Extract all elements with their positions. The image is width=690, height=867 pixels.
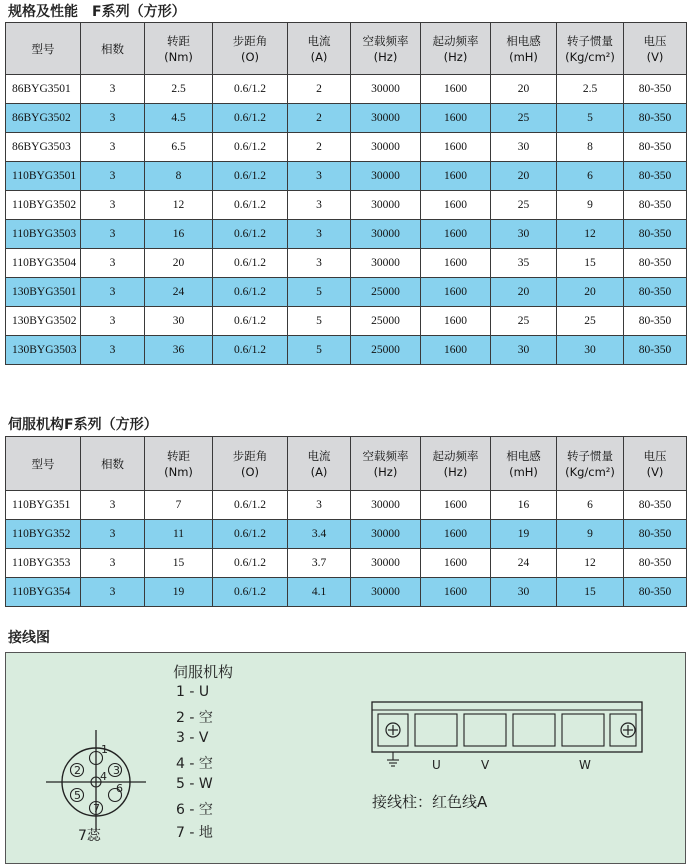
table-cell: 3 (81, 278, 145, 307)
column-header-unit: (mH) (509, 464, 538, 479)
table-cell: 0.6/1.2 (213, 278, 288, 307)
table-row (6, 133, 687, 162)
column-header-unit: (O) (240, 49, 260, 64)
table-cell: 3 (81, 75, 145, 104)
model-cell: 110BYG351 (6, 491, 81, 520)
table-cell: 16 (145, 220, 213, 249)
table-cell: 30 (491, 220, 557, 249)
connector-label: 7蕊 (78, 828, 101, 844)
table-cell: 30 (145, 307, 213, 336)
column-header-unit: (A) (310, 464, 328, 479)
table-cell: 3 (81, 578, 145, 607)
column-header-unit: (Hz) (443, 464, 468, 479)
table-cell: 80-350 (624, 162, 687, 191)
table-cell: 19 (145, 578, 213, 607)
table-cell: 0.6/1.2 (213, 104, 288, 133)
table-cell: 3 (81, 307, 145, 336)
table-row (6, 104, 687, 133)
table-cell: 30 (491, 336, 557, 365)
column-header-label: 型号 (31, 456, 55, 471)
table-cell: 1600 (421, 307, 491, 336)
terminal-label-v: V (481, 758, 490, 772)
pin-assignment: 7 - 地 (176, 825, 213, 841)
table-cell: 3 (81, 549, 145, 578)
table-cell: 3 (81, 133, 145, 162)
table-row (6, 191, 687, 220)
table-row (6, 578, 687, 607)
table-cell: 3 (288, 162, 351, 191)
table-cell: 5 (557, 104, 624, 133)
pin-number-2: 2 (74, 764, 81, 777)
model-cell: 130BYG3502 (6, 307, 81, 336)
table-cell: 3 (81, 191, 145, 220)
column-header-unit: (Hz) (373, 49, 398, 64)
column-header-label: 相数 (101, 41, 124, 56)
table-cell: 0.6/1.2 (213, 75, 288, 104)
table-cell: 30000 (351, 162, 421, 191)
column-header-unit: (Nm) (164, 49, 193, 64)
table-cell: 6 (557, 162, 624, 191)
table-cell: 0.6/1.2 (213, 491, 288, 520)
table-cell: 0.6/1.2 (213, 307, 288, 336)
table-cell: 3 (81, 220, 145, 249)
spec-table-servo-series (5, 436, 687, 607)
column-header-label: 电流 (307, 33, 331, 48)
terminal-v (464, 714, 506, 746)
column-header-unit: (Kg/cm²) (565, 49, 615, 64)
model-cell: 86BYG3502 (6, 104, 81, 133)
model-cell: 110BYG3503 (6, 220, 81, 249)
table-cell: 25 (491, 104, 557, 133)
pin-number-3: 3 (113, 764, 120, 777)
table-header-row (6, 23, 687, 75)
column-header-label: 步距角 (232, 448, 268, 463)
table-cell: 5 (288, 336, 351, 365)
table-cell: 35 (491, 249, 557, 278)
table-cell: 12 (557, 220, 624, 249)
column-header-unit: (Hz) (373, 464, 398, 479)
pin-assignment: 2 - 空 (176, 710, 213, 726)
column-header-label: 步距角 (232, 33, 268, 48)
model-cell: 110BYG352 (6, 520, 81, 549)
table-cell: 25000 (351, 307, 421, 336)
table-cell: 3 (288, 191, 351, 220)
pin-assignment: 5 - W (176, 776, 213, 792)
table-cell: 80-350 (624, 220, 687, 249)
table-cell: 1600 (421, 491, 491, 520)
table-cell: 30000 (351, 491, 421, 520)
table-cell: 30000 (351, 104, 421, 133)
table-cell: 2.5 (145, 75, 213, 104)
section2-title: 伺服机构F系列（方形） (8, 417, 158, 433)
column-header-unit: (V) (646, 49, 664, 64)
pin-assignment: 3 - V (176, 730, 209, 746)
terminal-extra (513, 714, 555, 746)
table-cell: 30000 (351, 220, 421, 249)
table-cell: 16 (491, 491, 557, 520)
table-cell: 1600 (421, 220, 491, 249)
table-row (6, 278, 687, 307)
table-row (6, 520, 687, 549)
table-cell: 0.6/1.2 (213, 520, 288, 549)
table-cell: 25 (491, 191, 557, 220)
table-row (6, 162, 687, 191)
column-header (213, 23, 288, 75)
column-header-label: 转子惯量 (567, 448, 613, 463)
terminal-block (366, 698, 656, 778)
table-cell: 80-350 (624, 578, 687, 607)
table-cell: 30000 (351, 191, 421, 220)
column-header-label: 起动频率 (432, 448, 479, 463)
column-header (421, 437, 491, 491)
table-cell: 6 (557, 491, 624, 520)
pin-number-7: 7 (93, 802, 100, 815)
table-cell: 25 (491, 307, 557, 336)
table-cell: 9 (557, 191, 624, 220)
column-header-label: 相电感 (506, 33, 541, 48)
table-cell: 3 (81, 249, 145, 278)
table-cell: 24 (491, 549, 557, 578)
wiring-title: 接线图 (8, 630, 50, 646)
table-row (6, 75, 687, 104)
spec-table-f-series (5, 22, 687, 365)
table-cell: 20 (557, 278, 624, 307)
connector-diagram (44, 728, 154, 838)
table-row (6, 491, 687, 520)
table-cell: 2 (288, 133, 351, 162)
table-cell: 0.6/1.2 (213, 578, 288, 607)
column-header (81, 437, 145, 491)
column-header-label: 转子惯量 (567, 33, 613, 48)
terminal-caption: 接线柱：红色线A (372, 793, 488, 811)
table-cell: 3 (81, 520, 145, 549)
column-header (288, 437, 351, 491)
wiring-diagram-panel (5, 652, 686, 864)
pin-assignment: 1 - U (176, 684, 210, 700)
column-header-label: 电流 (307, 448, 331, 463)
column-header (6, 23, 81, 75)
ground-icon (387, 752, 399, 766)
table-cell: 30000 (351, 520, 421, 549)
table-row (6, 249, 687, 278)
table-cell: 80-350 (624, 549, 687, 578)
column-header-label: 空载频率 (362, 33, 409, 48)
table-cell: 20 (491, 278, 557, 307)
table-row (6, 549, 687, 578)
table-cell: 1600 (421, 249, 491, 278)
table-cell: 19 (491, 520, 557, 549)
table-cell: 3.7 (288, 549, 351, 578)
model-cell: 110BYG3504 (6, 249, 81, 278)
model-cell: 86BYG3503 (6, 133, 81, 162)
table-cell: 0.6/1.2 (213, 133, 288, 162)
column-header (213, 437, 288, 491)
table-cell: 30000 (351, 249, 421, 278)
column-header-unit: (Nm) (164, 464, 193, 479)
table-cell: 80-350 (624, 249, 687, 278)
column-header (81, 23, 145, 75)
table-cell: 80-350 (624, 191, 687, 220)
table-cell: 30000 (351, 75, 421, 104)
table-cell: 80-350 (624, 336, 687, 365)
table-cell: 80-350 (624, 491, 687, 520)
table-header-row (6, 437, 687, 491)
table-row (6, 220, 687, 249)
table-cell: 25000 (351, 278, 421, 307)
model-cell: 110BYG3502 (6, 191, 81, 220)
table-cell: 1600 (421, 549, 491, 578)
table-cell: 20 (145, 249, 213, 278)
table-cell: 80-350 (624, 278, 687, 307)
column-header-unit: (O) (240, 464, 260, 479)
column-header-unit: (mH) (509, 49, 538, 64)
column-header-label: 转距 (167, 33, 190, 48)
table-cell: 20 (491, 162, 557, 191)
table-cell: 3 (288, 491, 351, 520)
table-cell: 3 (81, 491, 145, 520)
column-header (491, 23, 557, 75)
table-cell: 4.5 (145, 104, 213, 133)
table-cell: 30000 (351, 578, 421, 607)
column-header (624, 437, 687, 491)
table-cell: 11 (145, 520, 213, 549)
table-cell: 12 (557, 549, 624, 578)
table-cell: 1600 (421, 104, 491, 133)
column-header-label: 型号 (31, 41, 55, 56)
column-header-unit: (Kg/cm²) (565, 464, 615, 479)
table-cell: 24 (145, 278, 213, 307)
table-cell: 30000 (351, 133, 421, 162)
table-cell: 6.5 (145, 133, 213, 162)
table-cell: 5 (288, 307, 351, 336)
table-cell: 30 (491, 578, 557, 607)
table-cell: 2 (288, 75, 351, 104)
pin-assignment: 6 - 空 (176, 802, 213, 818)
table-cell: 0.6/1.2 (213, 220, 288, 249)
table-cell: 1600 (421, 162, 491, 191)
table-cell: 20 (491, 75, 557, 104)
table-cell: 1600 (421, 191, 491, 220)
column-header-label: 起动频率 (432, 33, 479, 48)
table-cell: 80-350 (624, 307, 687, 336)
table-cell: 12 (145, 191, 213, 220)
table-cell: 80-350 (624, 104, 687, 133)
column-header-unit: (V) (646, 464, 664, 479)
column-header-label: 相数 (101, 456, 124, 471)
section1-title: 规格及性能 F系列（方形） (8, 4, 186, 20)
pin-number-1: 1 (101, 743, 108, 756)
table-cell: 3 (288, 220, 351, 249)
terminal-w (562, 714, 604, 746)
table-cell: 5 (288, 278, 351, 307)
table-cell: 30000 (351, 549, 421, 578)
table-cell: 1600 (421, 578, 491, 607)
table-cell: 4.1 (288, 578, 351, 607)
servo-heading: 伺服机构 (173, 663, 234, 681)
table-cell: 3 (81, 104, 145, 133)
table-cell: 1600 (421, 336, 491, 365)
table-cell: 25000 (351, 336, 421, 365)
table-cell: 15 (145, 549, 213, 578)
table-cell: 0.6/1.2 (213, 162, 288, 191)
column-header (288, 23, 351, 75)
table-cell: 3 (288, 249, 351, 278)
table-cell: 1600 (421, 133, 491, 162)
column-header-label: 空载频率 (362, 448, 409, 463)
table-cell: 3 (81, 162, 145, 191)
table-cell: 30 (557, 336, 624, 365)
terminal-u (415, 714, 457, 746)
column-header (145, 437, 213, 491)
table-cell: 15 (557, 249, 624, 278)
terminal-label-w: W (579, 758, 591, 772)
table-cell: 0.6/1.2 (213, 336, 288, 365)
table-cell: 8 (145, 162, 213, 191)
pin-number-6: 6 (116, 782, 123, 795)
table-cell: 1600 (421, 278, 491, 307)
model-cell: 110BYG354 (6, 578, 81, 607)
table-cell: 36 (145, 336, 213, 365)
column-header-label: 电压 (643, 448, 667, 463)
pin-number-5: 5 (74, 789, 81, 802)
table-cell: 80-350 (624, 133, 687, 162)
table-cell: 15 (557, 578, 624, 607)
table-cell: 80-350 (624, 75, 687, 104)
model-cell: 110BYG3501 (6, 162, 81, 191)
pin-assignment: 4 - 空 (176, 756, 213, 772)
column-header (557, 23, 624, 75)
model-cell: 110BYG353 (6, 549, 81, 578)
column-header (557, 437, 624, 491)
table-cell: 9 (557, 520, 624, 549)
table-cell: 7 (145, 491, 213, 520)
table-cell: 8 (557, 133, 624, 162)
table-row (6, 307, 687, 336)
model-cell: 130BYG3501 (6, 278, 81, 307)
table-cell: 1600 (421, 75, 491, 104)
column-header (624, 23, 687, 75)
column-header (145, 23, 213, 75)
table-cell: 25 (557, 307, 624, 336)
column-header (421, 23, 491, 75)
terminal-label-u: U (432, 758, 441, 772)
column-header-label: 转距 (167, 448, 190, 463)
column-header (351, 23, 421, 75)
column-header-unit: (Hz) (443, 49, 468, 64)
table-cell: 0.6/1.2 (213, 549, 288, 578)
table-cell: 2.5 (557, 75, 624, 104)
column-header (491, 437, 557, 491)
table-cell: 3 (81, 336, 145, 365)
column-header (6, 437, 81, 491)
model-cell: 130BYG3503 (6, 336, 81, 365)
table-cell: 2 (288, 104, 351, 133)
column-header-label: 电压 (643, 33, 667, 48)
column-header-unit: (A) (310, 49, 328, 64)
table-cell: 80-350 (624, 520, 687, 549)
column-header (351, 437, 421, 491)
table-cell: 1600 (421, 520, 491, 549)
pin-number-4: 4 (100, 770, 107, 783)
table-cell: 3.4 (288, 520, 351, 549)
table-row (6, 336, 687, 365)
model-cell: 86BYG3501 (6, 75, 81, 104)
table-cell: 0.6/1.2 (213, 191, 288, 220)
table-cell: 0.6/1.2 (213, 249, 288, 278)
column-header-label: 相电感 (506, 448, 541, 463)
table-cell: 30 (491, 133, 557, 162)
